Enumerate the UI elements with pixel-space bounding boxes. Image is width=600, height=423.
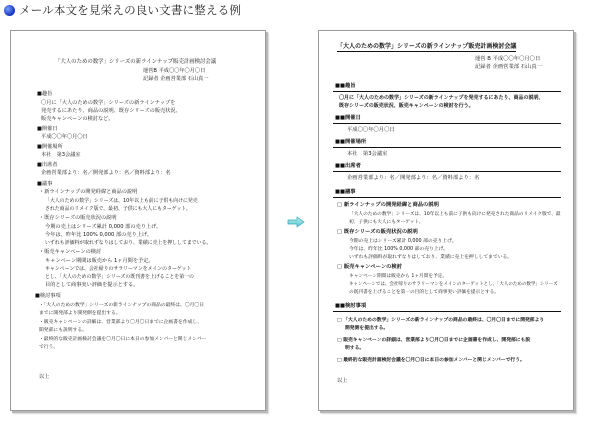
doc-line: ■趣旨 <box>37 91 53 97</box>
doc-line: 開発側を提出する。 <box>345 326 389 331</box>
document-before <box>10 30 266 411</box>
section-heading: ■■検討事項 <box>335 303 367 309</box>
doc-line: □ 販売キャンペーンの詳細は、営業部より〇月〇日までに企画書を作成し、開発部にも説 <box>337 338 531 343</box>
doc-line: 平成〇〇年〇月〇日 <box>41 134 88 140</box>
doc-line: 目的として商事実い評価を提示とする。 <box>45 282 139 288</box>
doc-line: 今期の売上はシリーズ累計 0,000 部の売り上げ。 <box>349 239 457 244</box>
doc-meta-date: 運営B 平成〇〇年〇月〇日 <box>143 68 206 74</box>
blue-bullet-icon <box>4 5 15 16</box>
doc-end: 以上 <box>39 374 50 380</box>
doc-line: ・最終的な販売計画検討会議を〇月〇日に本日の参加メンバーと関じメンバー <box>39 337 207 342</box>
page-header <box>4 3 241 17</box>
doc-title: 「大人のための数学」シリーズの新ラインナップ販売計画検討会議 <box>55 59 217 65</box>
doc-line: ・既存シリーズの販売状況の説明 <box>39 215 117 221</box>
doc-line: 今年は、昨年比 100% 0,000 部の売り上げ。 <box>349 247 448 252</box>
doc-line: ・販売キャンペーンの検討 <box>39 249 102 255</box>
doc-line: いずれも評価料が取れずなりはしており、業績に売上を押ししてまでいる。 <box>45 240 212 246</box>
doc-line: いずれも評価料が取れずなりはしており、業績に売上を押ししてまでいる。 <box>349 255 513 260</box>
sub-heading: □ 既存シリーズの販売状況の説明 <box>337 229 418 235</box>
doc-end: 以上 <box>337 378 348 384</box>
document-after <box>318 30 574 411</box>
doc-line: 今期の売上はシリーズ累計 0,000 部の売り上げ。 <box>45 224 162 230</box>
section-rule <box>333 311 561 312</box>
doc-line: 本社 第3会議室 <box>41 152 81 158</box>
sub-heading: □ 新ラインナップの開発経緯と商品の説明 <box>337 202 439 208</box>
section-heading: ■■開催日 <box>335 115 361 121</box>
doc-line: で行う。 <box>39 345 59 350</box>
doc-line: された商品のリメイク版で、最初、子供にも大人にもターゲット。 <box>45 206 191 212</box>
doc-title: 「大人のための数学」シリーズの新ラインナップ販売計画検討会議 <box>337 43 517 50</box>
doc-meta-author: 記録者 企画営業部 石山真一 <box>475 64 542 70</box>
doc-line: □ 「大人のための数学」シリーズの新ラインナップの商品の最終は、〇月〇日までに開発部より <box>337 318 545 323</box>
section-rule <box>333 123 561 124</box>
doc-line: 明する。 <box>345 346 365 351</box>
doc-line: ■議事 <box>37 181 53 187</box>
doc-meta-date: 運営 B 平成〇〇年〇月〇日 <box>475 56 541 62</box>
doc-line: ■出席者 <box>37 162 58 168</box>
section-heading: ■■出席者 <box>335 163 361 169</box>
doc-line: ・新ラインナップの開発経緯と商品の説明 <box>39 189 138 195</box>
doc-line: ・販売キャンペーンの詳細は、営業部より〇月〇日までに企画書を作成し、 <box>39 320 203 325</box>
section-rule <box>333 147 561 148</box>
doc-line: の既刊書を上げることを第一の目的として商事実い評価を提示とする。 <box>349 290 500 295</box>
doc-line: 開発部にも説明する。 <box>39 328 87 333</box>
sub-heading: □ 販売キャンペーンの検討 <box>337 264 403 270</box>
doc-line: 販売キャンペーンの検討など。 <box>41 116 114 122</box>
section-rule <box>333 171 561 172</box>
doc-line: キャンペーン期間は販売から 1ヶ月間を予定。 <box>45 258 154 264</box>
doc-line: 「大人のための数学」シリーズは、10年以上も前に子供も向けに発売 <box>45 198 198 204</box>
doc-line: 企画営業部より：名／開発部より：名／資料部より：名 <box>41 170 171 176</box>
doc-line: ■検討事項 <box>35 293 61 299</box>
doc-line: 既存シリーズの販売状況、販売キャンペーンの検討を行う。 <box>339 103 474 109</box>
doc-line: までに開発部より開発側を提出する。 <box>39 311 121 316</box>
doc-line: キャンペーン期間は販売から 1ヶ月間を予定。 <box>349 274 448 279</box>
doc-line: ■開催場所 <box>37 144 63 150</box>
doc-line: 〇月に「大人のための数学」シリーズの新ラインナップを <box>41 100 176 106</box>
doc-line: とし、「大人のための数学」シリーズの既刊書を上げることを第一の <box>45 274 194 280</box>
section-rule <box>333 197 561 198</box>
doc-line: キャンペーンでは、会社帰りのサラリーマンをメインのターゲットとし、「大人のための数学」シリーズ <box>349 282 558 287</box>
doc-line: 「大人のための数学」シリーズは、10年以上も前に子供も向けに発売された商品のリメイク版で、最 <box>349 212 561 217</box>
doc-line: 発売するにあたり、商品の説明、既存シリーズの販売状況、 <box>41 108 181 114</box>
section-heading: ■■趣旨 <box>335 83 356 89</box>
doc-line: 企画営業部より：名／開発部より：名／資料部より：名 <box>347 175 480 181</box>
doc-line: 初、子供にも大人にもターゲット。 <box>349 220 424 225</box>
section-heading: ■■議事 <box>335 189 356 195</box>
section-rule <box>333 91 561 92</box>
doc-meta-author: 記録者 企画営業部 石山真一 <box>143 76 209 82</box>
arrow-right-icon <box>287 216 305 228</box>
doc-line: ■開催日 <box>37 126 58 132</box>
doc-line: 平成〇〇年〇月〇日 <box>347 127 395 133</box>
doc-line: キャンペーンでは、会社帰りのサラリーマンをメインのターゲット <box>45 266 192 272</box>
section-heading: ■■開催場所 <box>335 139 367 145</box>
doc-line: □ 最終的な販売計画検討会議を〇月〇日に本日の参加メンバーと関じメンバーで行う。 <box>337 358 525 363</box>
doc-line: 〇月に「大人のための数学」シリーズの新ラインナップを発売するにあたり、商品の説明、 <box>339 95 544 101</box>
page-title: メール本文を見栄えの良い文書に整える例 <box>19 3 242 17</box>
doc-line: 本社 第3会議室 <box>347 151 388 157</box>
doc-line: ・「大人のための数学」シリーズの新ラインナップの商品の最終は、〇月〇日 <box>39 303 205 308</box>
doc-line: 今年は、昨年比 100% 0,000 部の売り上げ。 <box>45 232 153 238</box>
